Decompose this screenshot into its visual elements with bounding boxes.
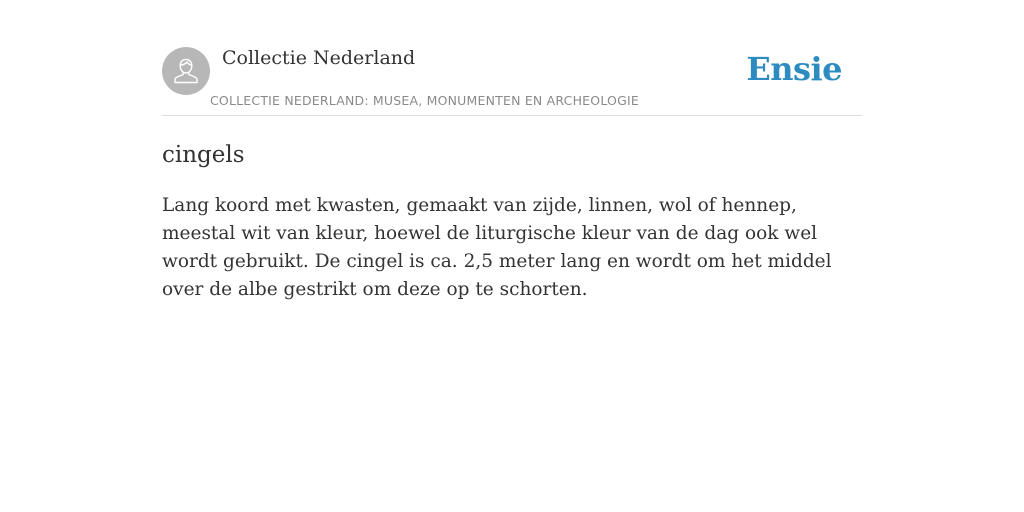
entry-definition: Lang koord met kwasten, gemaakt van zijde, linnen, wol of hennep, meestal wit van kleur, hoewel de liturgische kleur van de dag ook wel wordt gebruikt. De cingel is ca. 2,5 meter lang en wordt om het middel over de albe gestrikt om deze op te schorten.: [162, 195, 832, 300]
author-avatar[interactable]: [162, 47, 210, 95]
definition-card: [162, 0, 862, 300]
brand-logo[interactable]: Ensie: [746, 50, 842, 88]
author-name[interactable]: Collectie Nederland: [222, 47, 416, 69]
user-avatar-icon: [171, 56, 201, 86]
entry-term: cingels: [162, 142, 245, 168]
author-subtitle: COLLECTIE NEDERLAND: MUSEA, MONUMENTEN EN ARCHEOLOGIE: [210, 93, 639, 108]
card-header: [162, 0, 862, 116]
